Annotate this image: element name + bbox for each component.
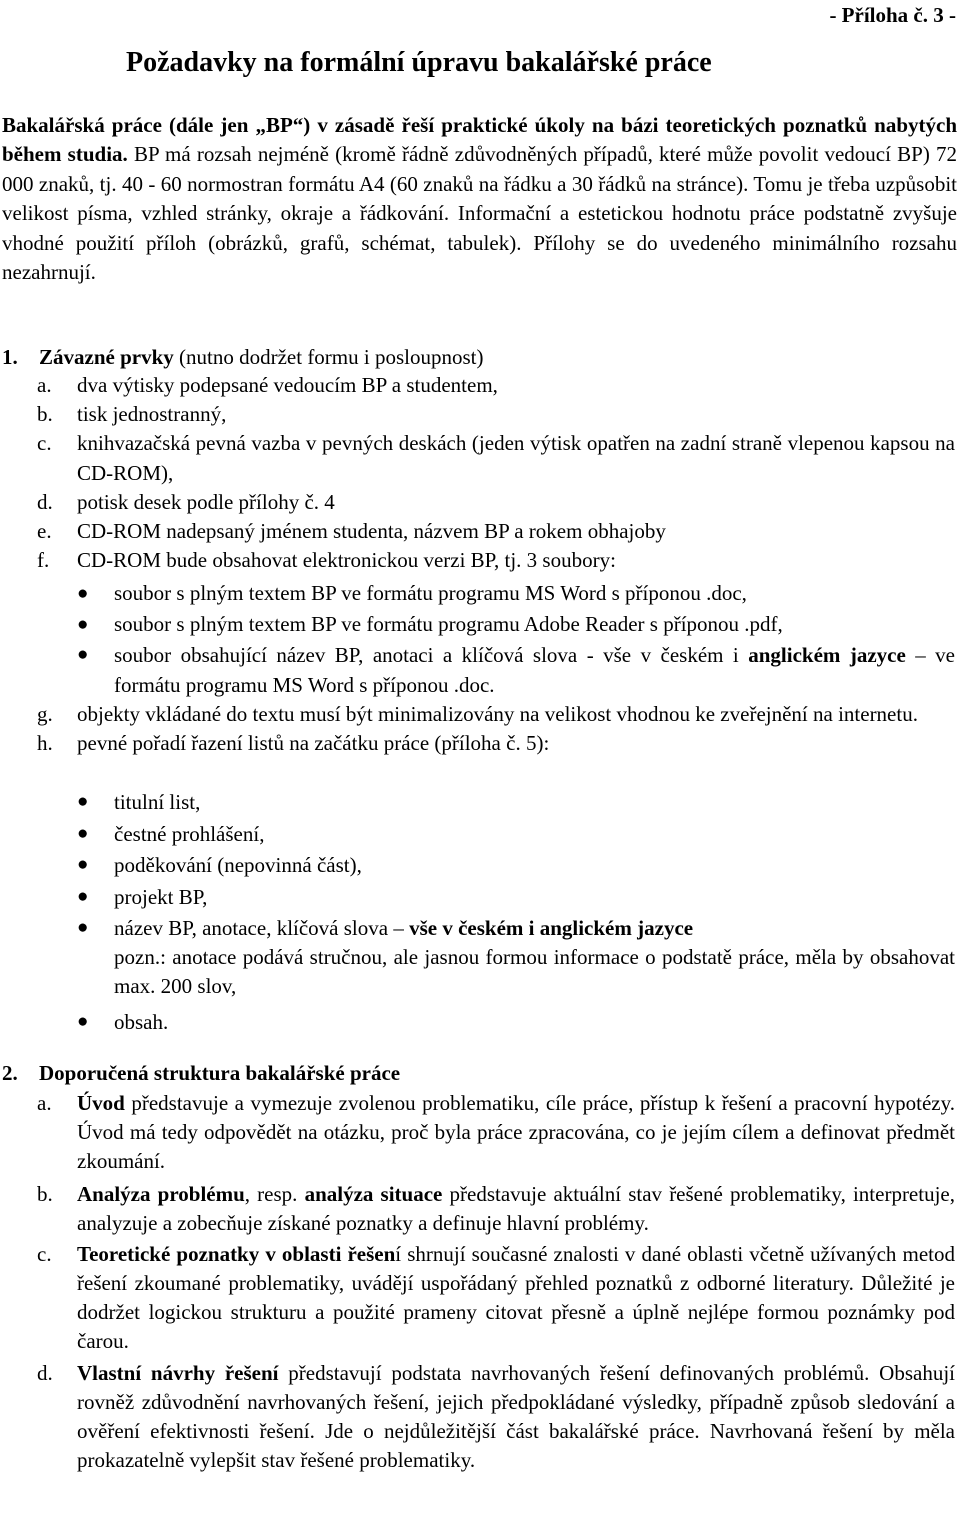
list-item-text: CD-ROM bude obsahovat elektronickou verzi BP, tj. 3 soubory: xyxy=(77,548,616,573)
section-1-number: 1. xyxy=(2,345,18,369)
list-item-text: tisk jednostranný, xyxy=(77,402,227,427)
list-marker: g. xyxy=(37,702,53,726)
bullet-text: titulní list, xyxy=(114,790,201,814)
bullet-icon: ● xyxy=(77,644,89,665)
list-marker: a. xyxy=(37,373,52,397)
list-item-1h xyxy=(0,729,955,758)
bullet-icon: ● xyxy=(77,1011,89,1032)
section-1h-bullets xyxy=(0,787,955,1037)
bullet-text: soubor s plným textem BP ve formátu programu Adobe Reader s příponou .pdf, xyxy=(114,612,783,636)
bullet-text: soubor obsahující název BP, anotaci a klíčová slova - vše v českém i xyxy=(114,643,749,667)
attachment-label: - Příloha č. 3 - xyxy=(829,3,956,27)
bullet-text: – ve formátu programu MS Word s příponou .doc. xyxy=(114,643,955,697)
bullet-item xyxy=(0,913,955,943)
bullet-icon: ● xyxy=(77,583,89,604)
bullet-text-bold: vše v českém i anglickém jazyce xyxy=(409,916,694,940)
list-item-1d xyxy=(0,488,955,517)
list-item-2b xyxy=(0,1180,955,1238)
list-item-2c xyxy=(0,1240,955,1356)
bullet-text: čestné prohlášení, xyxy=(114,821,265,846)
bullet-item xyxy=(0,787,955,817)
list-item-bold: Vlastní návrhy řešení xyxy=(77,1361,279,1385)
bullet-icon: ● xyxy=(77,791,89,812)
bullet-text: projekt BP, xyxy=(114,884,208,909)
bullet-text-bold: anglickém jazyce xyxy=(748,643,906,667)
bullet-icon: ● xyxy=(77,822,89,844)
list-item-text: , resp. xyxy=(244,1182,305,1206)
list-item-1c xyxy=(0,429,955,487)
list-marker: c. xyxy=(37,431,52,456)
section-2-number: 2. xyxy=(2,1061,18,1085)
list-item-bold: Úvod xyxy=(77,1091,125,1115)
list-item-text: pevné pořadí řazení listů na začátku práce (příloha č. 5): xyxy=(77,731,550,755)
list-item-text: CD-ROM nadepsaný jménem studenta, názvem BP a rokem obhajoby xyxy=(77,519,666,544)
bullet-item xyxy=(0,578,955,609)
bullet-text: název BP, anotace, klíčová slova – xyxy=(114,916,410,940)
bullet-text: soubor s plným textem BP ve formátu programu MS Word s příponou .doc, xyxy=(114,581,747,605)
list-item-text: představuje a vymezuje zvolenou problematiku, cíle práce, přístup k řešení a pracovní hypotézy. Úvod má tedy odpovědět na otázku, proč byla práce zpracována, co je jejím cílem a definovat předmět zkoumání. xyxy=(77,1091,955,1173)
bullet-item xyxy=(0,850,955,880)
bullet-item xyxy=(0,882,955,912)
list-item-text: představují podstata navrhovaných řešení definovaných problémů. Obsahují rovněž zdůvodnění navrhovaných řešení, jejich předpokládané výsledky, případně způsob sledování a ověření efektivnosti řešení. Jde o nejdůležitější část bakalářské práce. Navrhovaná řešení by měla prokazatelně vylepšit stav řešené problematiky. xyxy=(77,1361,955,1472)
list-item-text: í shrnují současné znalosti v dané oblasti včetně užívaných metod řešení zkoumané problematiky, uvádějí uspořádaný přehled poznatků z odborné literatury. Důležité je dodržet logickou strukturu a použité prameny citovat přesně a úplně nejlépe formou poznámky pod čarou. xyxy=(77,1242,955,1353)
bullet-item xyxy=(0,819,955,849)
section-1-heading-bold: Závazné prvky xyxy=(39,345,174,369)
list-marker: f. xyxy=(37,548,50,573)
list-item-1g xyxy=(0,700,955,729)
bullet-note: pozn.: anotace podává stručnou, ale jasnou formou informace o podstatě práce, měla by obsahovat max. 200 slov, xyxy=(114,945,955,998)
list-item-bold: Teoretické poznatky v oblasti řešen xyxy=(77,1242,396,1266)
bullet-icon: ● xyxy=(77,614,89,635)
bullet-item xyxy=(0,1007,955,1037)
list-item-1f xyxy=(0,546,955,575)
list-item-text: dva výtisky podepsané vedoucím BP a studentem, xyxy=(77,373,498,397)
list-marker: b. xyxy=(37,1182,53,1206)
list-item-1a xyxy=(0,371,955,400)
list-item-bold: Analýza problému xyxy=(77,1182,245,1206)
page-title: Požadavky na formální úpravu bakalářské práce xyxy=(126,47,712,78)
bullet-icon: ● xyxy=(77,917,89,938)
list-marker: b. xyxy=(37,402,53,427)
section-2-list xyxy=(0,1089,955,1475)
section-1f-bullets xyxy=(0,578,955,700)
list-item-2d xyxy=(0,1359,955,1475)
section-2-heading xyxy=(2,1059,400,1088)
list-marker: a. xyxy=(37,1091,52,1115)
list-marker: h. xyxy=(37,731,53,755)
list-item-text: představuje aktuální stav řešené problematiky, interpretuje, analyzuje a zobecňuje získané poznatky a definuje hlavní problémy. xyxy=(77,1182,955,1235)
bullet-text: poděkování (nepovinná část), xyxy=(114,853,362,877)
list-marker: e. xyxy=(37,519,52,544)
section-1-list xyxy=(0,371,955,575)
bullet-icon: ● xyxy=(77,854,89,875)
list-item-1b xyxy=(0,400,955,429)
list-marker: d. xyxy=(37,489,53,514)
section-1-heading xyxy=(2,343,483,372)
bullet-item xyxy=(0,640,955,700)
intro-bold-text: Bakalářská práce (dále jen „BP“) v zásadě řeší praktické úkoly na bázi teoretických poznatků nabytých během studia. xyxy=(2,113,957,167)
list-marker: c. xyxy=(37,1242,52,1266)
section-2-heading-text: Doporučená struktura bakalářské práce xyxy=(39,1061,401,1085)
section-1-list-cont xyxy=(0,700,955,758)
list-item-bold: analýza situace xyxy=(304,1182,443,1206)
bullet-text: obsah. xyxy=(114,1010,169,1034)
list-item-text: potisk desek podle přílohy č. 4 xyxy=(77,489,335,514)
list-item-1e xyxy=(0,517,955,546)
list-item-text: objekty vkládané do textu musí být minimalizovány na velikost vhodnou ke zveřejnění na internetu. xyxy=(77,702,918,726)
list-marker: d. xyxy=(37,1361,53,1385)
list-item-2a xyxy=(0,1089,955,1176)
list-item-text: knihvazačská pevná vazba v pevných deskách (jeden výtisk opatřen na zadní straně vlepenou kapsou na CD-ROM), xyxy=(77,431,955,485)
bullet-item xyxy=(0,609,955,640)
intro-paragraph xyxy=(2,111,957,287)
bullet-icon: ● xyxy=(77,885,89,907)
section-1-heading-rest: (nutno dodržet formu i posloupnost) xyxy=(173,345,484,369)
intro-text: BP má rozsah nejméně (kromě řádně zdůvodněných případů, které může povolit vedoucí BP) 72 000 znaků, tj. 40 - 60 normostran formátu A4 (60 znaků na řádku a 30 řádků na stránce). Tomu je třeba uzpůsobit velikost písma, vzhled stránky, okraje a řádkování. Informační a estetickou hodnotu práce podstatně zvyšuje vhodné použití příloh (obrázků, grafů, schémat, tabulek). Přílohy se do uvedeného minimálního rozsahu nezahrnují. xyxy=(2,142,957,285)
